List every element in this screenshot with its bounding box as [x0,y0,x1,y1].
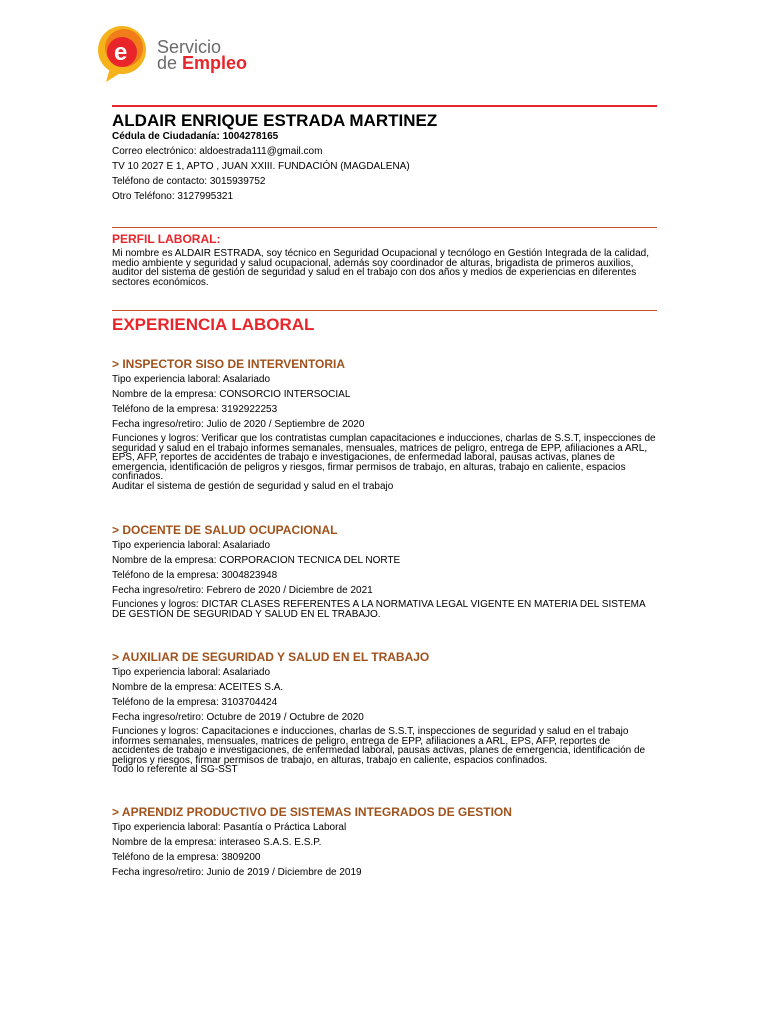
job-type: Tipo experiencia laboral: Asalariado [112,667,271,678]
job-title: > INSPECTOR SISO DE INTERVENTORIA [112,357,346,371]
logo-text-servicio: Servicio [157,37,222,57]
job-phone: Teléfono de la empresa: 3103704424 [112,697,278,708]
other-phone: Otro Teléfono: 3127995321 [112,191,234,202]
job-functions: Funciones y logros: Capacitaciones e inducciones, charlas de S.S.T, inspecciones de seguridad y salud en el trabajo informes semanales, mensuales, matrices de peligro, entrega de EPP, afiliaciones a ARL, EPS, AFP, reportes de accidentes de trabajo e investigaciones, de enfermedad laboral, pausas activas, planes de emergencia, identificación de peligros y riesgos, firmar permisos de trabajo, en alturas, trabajo en caliente, espacios confinados. [112,726,646,766]
logo-text-empleo: de Empleo [157,53,248,73]
job-extra: Auditar el sistema de gestión de seguridad y salud en el trabajo [112,480,394,492]
job-phone: Teléfono de la empresa: 3004823948 [112,570,278,581]
header-divider [112,105,657,107]
job-dates: Fecha ingreso/retiro: Febrero de 2020 / Diciembre de 2021 [112,585,373,596]
experience-divider [112,310,657,311]
contact-phone: Teléfono de contacto: 3015939752 [112,176,266,187]
personal-info [112,111,657,206]
perfil-text: Mi nombre es ALDAIR ESTRADA, soy técnico en Seguridad Ocupacional y tecnólogo en Gestión Integrada de la calidad, medio ambiente y seguridad y salud ocupacional, además soy coordinador de alturas, brigadista de primeros auxilios, auditor del sistema de gestión de seguridad y salud en el trabajo con dos años y medios de experiencias en diferentes sectores económicos. [112,248,649,288]
job-functions: Funciones y logros: Verificar que los contratistas cumplan capacitaciones e inducciones, charlas de S.S.T, inspecciones de seguridad y salud en el trabajo informes semanales, mensuales, matrices de peligro, entrega de EPP, afiliaciones a ARL, EPS, AFP, reportes de accidentes de trabajo e investigaciones, de enfermedad laboral, pausas activas, planes de emergencia, identificación de peligros y riesgos, firmar permisos de trabajo, en alturas, trabajo en caliente, espacios confinados. [112,433,656,482]
job-dates: Fecha ingreso/retiro: Octubre de 2019 / Octubre de 2020 [112,712,364,723]
job-phone: Teléfono de la empresa: 3809200 [112,852,261,863]
job-phone: Teléfono de la empresa: 3192922253 [112,404,278,415]
logo-badge-icon [96,24,152,86]
id-number: Cédula de Ciudadanía: 1004278165 [112,131,279,142]
experience-heading-wrap [112,315,657,335]
job-functions: Funciones y logros: DICTAR CLASES REFERENTES A LA NORMATIVA LEGAL VIGENTE EN MATERIA DEL SISTEMA DE GESTION DE SEGURIDAD Y SALUD EN EL TRABAJO. [112,599,646,620]
job-entry [112,650,657,775]
job-type: Tipo experiencia laboral: Asalariado [112,540,271,551]
job-dates: Fecha ingreso/retiro: Junio de 2019 / Diciembre de 2019 [112,867,362,878]
job-entry [112,523,657,619]
job-dates: Fecha ingreso/retiro: Julio de 2020 / Septiembre de 2020 [112,419,365,430]
job-extra: Todo lo referente al SG-SST [112,764,238,775]
servicio-empleo-logo [96,24,266,86]
perfil-divider [112,227,657,228]
email-line: Correo electrónico: aldoestrada111@gmail.com [112,146,323,157]
perfil-section [112,232,657,287]
job-company: Nombre de la empresa: CONSORCIO INTERSOCIAL [112,389,351,400]
address-line: TV 10 2027 E 1, APTO , JUAN XXIII. FUNDACIÓN (MAGDALENA) [112,161,410,172]
job-entry [112,805,657,882]
job-type: Tipo experiencia laboral: Pasantía o Práctica Laboral [112,822,347,833]
job-type: Tipo experiencia laboral: Asalariado [112,374,271,385]
perfil-heading: PERFIL LABORAL: [112,232,221,246]
candidate-name: ALDAIR ENRIQUE ESTRADA MARTINEZ [112,111,438,130]
job-company: Nombre de la empresa: CORPORACION TECNICA DEL NORTE [112,555,401,566]
job-entry [112,357,657,491]
job-title: > DOCENTE DE SALUD OCUPACIONAL [112,523,338,537]
experience-heading: EXPERIENCIA LABORAL [112,315,315,334]
job-title: > APRENDIZ PRODUCTIVO DE SISTEMAS INTEGRADOS DE GESTION [112,805,512,819]
job-company: Nombre de la empresa: interaseo S.A.S. E.S.P. [112,837,322,848]
logo-letter: e [114,39,128,66]
job-company: Nombre de la empresa: ACEITES S.A. [112,682,284,693]
job-title: > AUXILIAR DE SEGURIDAD Y SALUD EN EL TRABAJO [112,650,430,664]
